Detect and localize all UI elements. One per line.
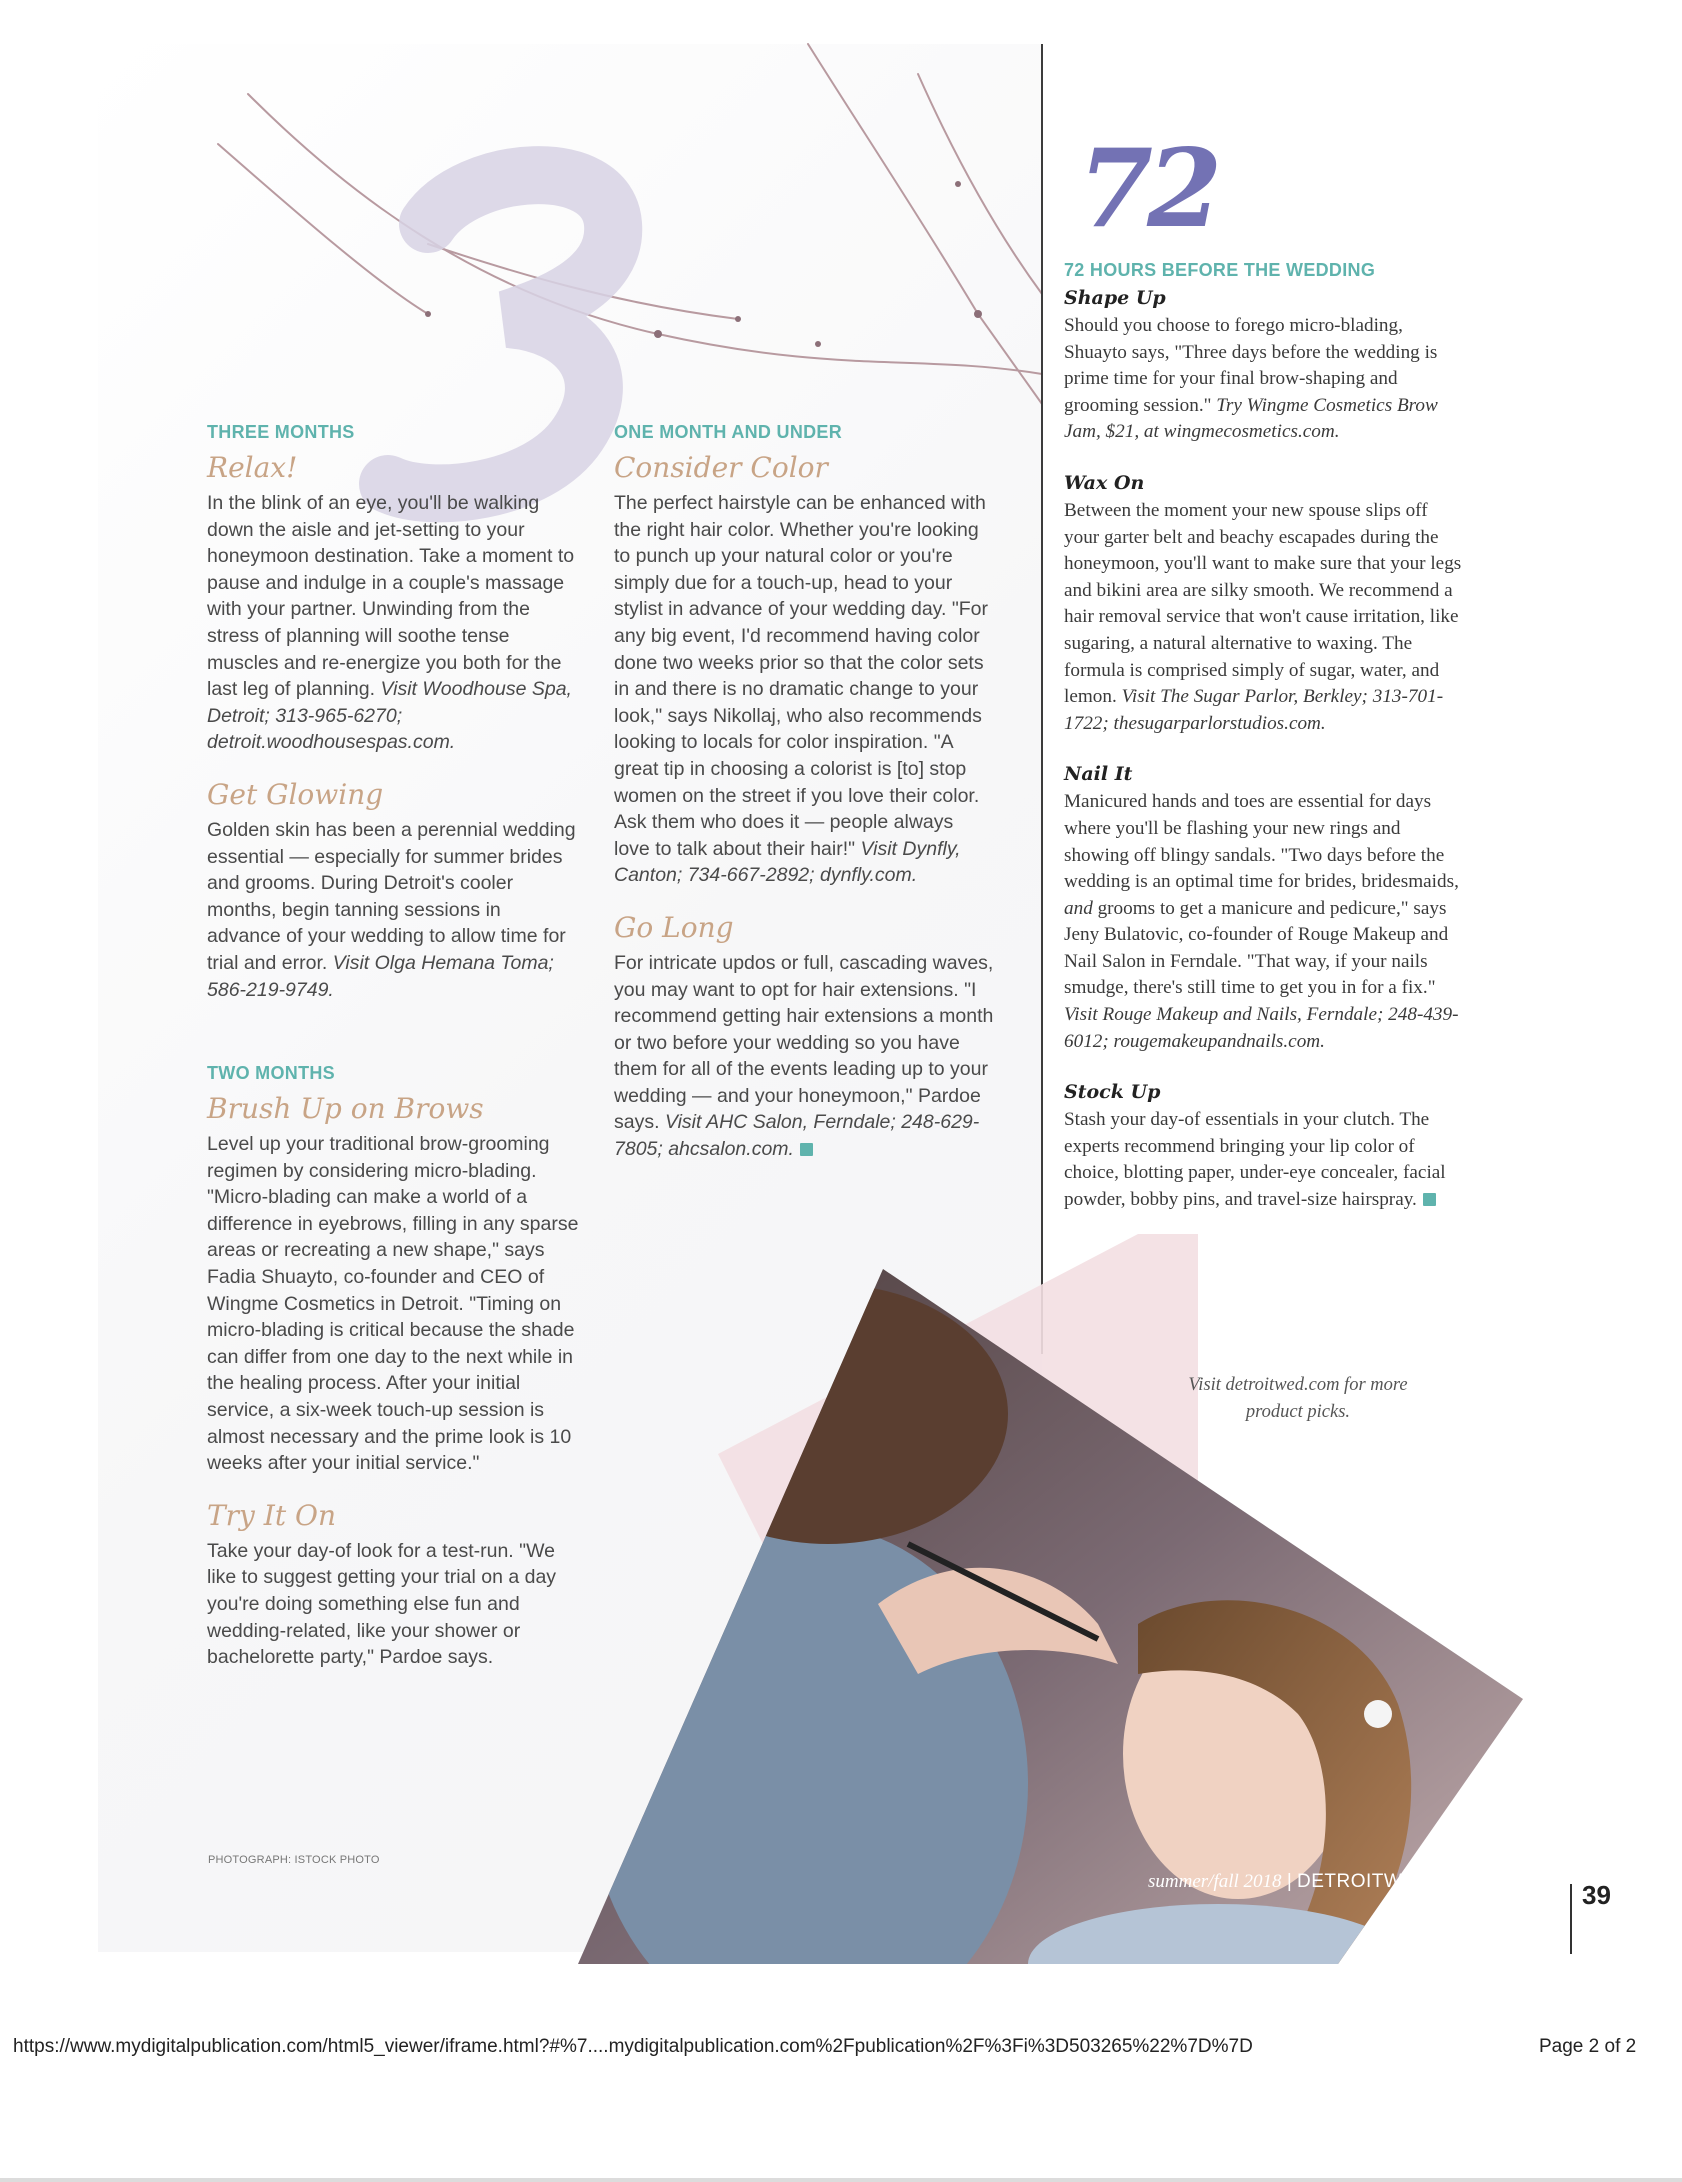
body-wax-on: Between the moment your new spouse slips off your garter belt and beachy escapades during the honeymoon, you'll want to make sure that your legs and bikini area are silky smooth. We recommend a hair removal service that won't cause irritation, like sugaring, a natural alternative to waxing. The formula is comprised simply of sugar, water, and lemon. Visit The Sugar Parlor, Berkley; 313-701-1722; thesugarparlorstudios.com. (1064, 499, 1462, 734)
folio-separator: | (1286, 1871, 1292, 1892)
end-mark-icon (1423, 1193, 1436, 1206)
folio-site: DETROITWED.COM (1297, 1871, 1482, 1892)
body-get-glowing: Golden skin has been a perennial wedding essential — especially for summer brides and grooms. During Detroit's cooler months, begin tanning sessions in advance of your wedding to allow time for trial and error. Visit Olga Hemana Toma; 586-219-9749. (207, 818, 576, 1001)
section-label-72-hours: 72 HOURS BEFORE THE WEDDING (1064, 260, 1376, 280)
heading-go-long: Go Long (614, 910, 734, 944)
column-divider (1041, 44, 1043, 1354)
heading-relax: Relax! (207, 451, 298, 484)
bottom-rule (0, 2178, 1682, 2182)
section-label-two-months: TWO MONTHS (207, 1063, 335, 1084)
page-number: 39 (1582, 1880, 1611, 1910)
body-nail-it: Manicured hands and toes are essential for days where you'll be flashing your new rings and showing off blingy sandals. "Two days before the wedding is an optimal time for brides, bridesmaids, and grooms to get a manicure and pedicure," says Jeny Bulatovic, co-founder of Rouge Makeup and Nail Salon in Ferndale. "That way, if your nails smudge, there's still time to get you in for a fix." Visit Rouge Makeup and Nails, Ferndale; 248-439-6012; rougemakeupandnails.com. (1064, 791, 1459, 1052)
section-label-three-months: THREE MONTHS (207, 422, 355, 442)
heading-try-it-on: Try It On (207, 1498, 336, 1532)
heading-wax-on: Wax On (1064, 471, 1145, 494)
folio-line (1148, 1871, 1481, 1893)
body-consider-color: The perfect hairstyle can be enhanced with the right hair color. Whether you're looking to punch up your natural color or you're simply due for a touch-up, head to your stylist in advance of your wedding day. "For any big event, I'd recommend having color done two weeks prior so that the color sets in and there is no dramatic change to your look," says Nikollaj, who also recommends looking to locals for color inspiration. "A great tip in choosing a colorist is [to] stop women on the street if you love their color. Ask them who does it — people always love to talk about their hair!" Visit Dynfly, Canton; 734-667-2892; dynfly.com. (614, 492, 988, 887)
footer-page-count: Page 2 of 2 (1539, 2036, 1637, 2057)
section-label-one-month: ONE MONTH AND UNDER (614, 422, 843, 442)
body-brush-up-brows: Level up your traditional brow-grooming regimen by considering micro-blading. "Micro-blading can make a world of a difference in eyebrows, filling in any sparse areas or recreating a new shape," says Fadia Shuayto, co-founder and CEO of Wingme Cosmetics in Detroit. "Timing on micro-blading is critical because the shade can differ from one day to the next while in the healing process. After your initial service, a six-week touch-up session is almost necessary and the prime look is 10 weeks after your initial service." (207, 1133, 579, 1475)
right-column (1064, 126, 1464, 1214)
footer-url[interactable]: https://www.mydigitalpublication.com/html5_viewer/iframe.html?#%7....mydigitalpublication.com%2Fpublication%2F%3Fi%3D503265%22%7D%7D (13, 2036, 1253, 2057)
folio-season: summer/fall 2018 (1148, 1871, 1282, 1892)
end-mark-icon (800, 1143, 813, 1156)
body-go-long: For intricate updos or full, cascading waves, you may want to opt for hair extensions. "I recommend getting hair extensions a month or two before your wedding so you have them for all of the events leading up to your wedding — and your honeymoon," Pardoe says. Visit AHC Salon, Ferndale; 248-629-7805; ahcsalon.com. (614, 951, 994, 1161)
middle-column (614, 422, 994, 1163)
photo-credit: PHOTOGRAPH: ISTOCK PHOTO (208, 1854, 380, 1866)
body-try-it-on: Take your day-of look for a test-run. "We like to suggest getting your trial on a day you're doing something else fun and wedding-related, like your shower or bachelorette party," Pardoe says. (207, 1539, 557, 1669)
heading-get-glowing: Get Glowing (207, 777, 384, 811)
body-stock-up: Stash your day-of essentials in your clutch. The experts recommend bringing your lip color of choice, blotting paper, under-eye concealer, facial powder, bobby pins, and travel-size hairspray. (1064, 1109, 1446, 1211)
heading-shape-up: Shape Up (1064, 287, 1166, 309)
heading-brush-up-brows: Brush Up on Brows (207, 1092, 484, 1126)
heading-nail-it: Nail It (1064, 763, 1133, 786)
body-shape-up: Should you choose to forego micro-blading, Shuayto says, "Three days before the wedding is prime time for your final brow-shaping and grooming session." Try Wingme Cosmetics Brow Jam, $21, at wingmecosmetics.com. (1064, 315, 1438, 443)
big-number-72: 72 (1078, 126, 1217, 252)
folio-bar (1570, 1884, 1572, 1954)
heading-stock-up: Stock Up (1064, 1081, 1161, 1104)
body-relax: In the blink of an eye, you'll be walking down the aisle and jet-setting to your honeymoon destination. Take a moment to pause and indulge in a couple's massage with your partner. Unwinding from the stress of planning will soothe tense muscles and re-energize you both for the last leg of planning. Visit Woodhouse Spa, Detroit; 313-965-6270; detroit.woodhousespas.com. (207, 492, 575, 754)
promo-text: Visit detroitwed.com for more product picks. (1188, 1375, 1408, 1422)
magazine-page (98, 44, 1611, 1952)
heading-consider-color: Consider Color (614, 451, 828, 484)
left-column (207, 422, 579, 1671)
